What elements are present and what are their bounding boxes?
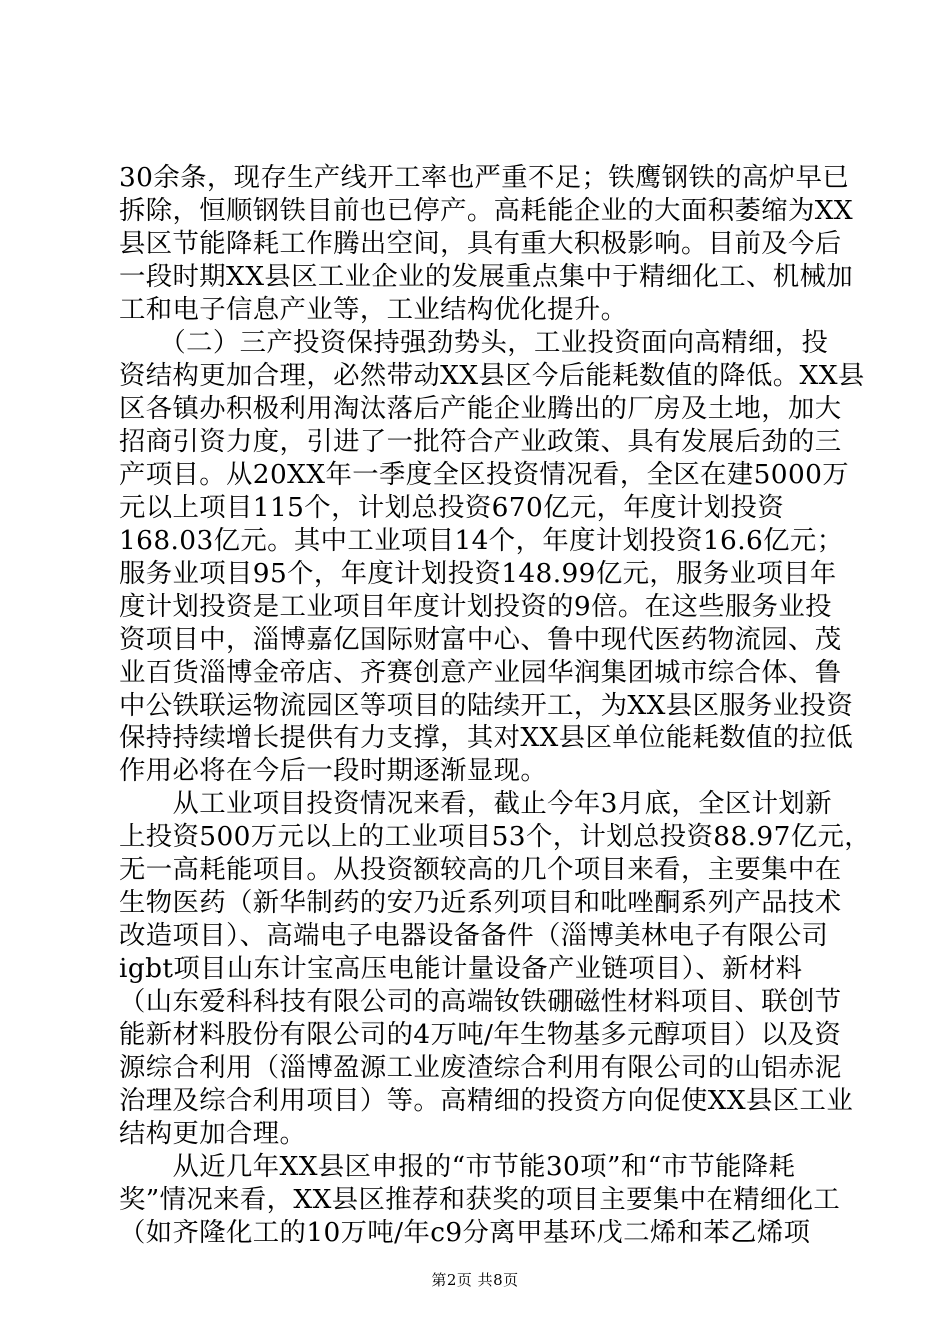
body-text-line: 上投资500万元以上的工业项目53个，计划总投资88.97亿元， <box>119 822 872 853</box>
body-text-line: igbt项目山东计宝高压电能计量设备产业链项目）、新材料 <box>119 954 803 985</box>
body-text-line: 治理及综合利用项目）等。高精细的投资方向促使XX县区工业 <box>119 1086 854 1117</box>
body-text-line: 能新材料股份有限公司的4万吨/年生物基多元醇项目）以及资 <box>119 1020 842 1051</box>
body-text-line: 区各镇办积极利用淘汰落后产能企业腾出的厂房及土地，加大 <box>119 393 842 424</box>
body-text-line: 168.03亿元。其中工业项目14个，年度计划投资16.6亿元； <box>119 525 844 556</box>
body-text-line: 从近几年XX县区申报的“市节能30项”和“市节能降耗 <box>119 1152 796 1183</box>
body-text-line: 30余条，现存生产线开工率也严重不足；铁鹰钢铁的高炉早已 <box>119 163 850 193</box>
body-text-line: （山东爱科科技有限公司的高端钕铁硼磁性材料项目、联创节 <box>119 987 842 1018</box>
body-text-line: 招商引资力度，引进了一批符合产业政策、具有发展后劲的三 <box>119 426 842 457</box>
body-text-line: 工和电子信息产业等，工业结构优化提升。 <box>119 294 628 325</box>
body-text-line: 县区节能降耗工作腾出空间，具有重大积极影响。目前及今后 <box>119 228 842 259</box>
body-text-line: 资结构更加合理，必然带动XX县区今后能耗数值的降低。XX县 <box>119 360 865 391</box>
body-text-line: 产项目。从20XX年一季度全区投资情况看，全区在建5000万 <box>119 459 850 490</box>
body-text-line: 元以上项目115个，计划总投资670亿元，年度计划投资 <box>119 492 784 523</box>
body-text-line: 一段时期XX县区工业企业的发展重点集中于精细化工、机械加 <box>119 261 854 292</box>
body-text-line: 从工业项目投资情况来看，截止今年3月底，全区计划新 <box>119 789 832 820</box>
body-text-line: 拆除，恒顺钢铁目前也已停产。高耗能企业的大面积萎缩为XX <box>119 195 854 226</box>
body-text-line: 源综合利用（淄博盈源工业废渣综合利用有限公司的山铝赤泥 <box>119 1053 842 1084</box>
body-text-line: 保持持续增长提供有力支撑，其对XX县区单位能耗数值的拉低 <box>119 723 854 754</box>
body-text-line: 奖”情况来看，XX县区推荐和获奖的项目主要集中在精细化工 <box>119 1185 841 1216</box>
body-text-line: 资项目中，淄博嘉亿国际财富中心、鲁中现代医药物流园、茂 <box>119 624 842 655</box>
body-text-line: 无一高耗能项目。从投资额较高的几个项目来看，主要集中在 <box>119 855 842 886</box>
body-text-line: （二）三产投资保持强劲势头，工业投资面向高精细，投 <box>119 327 829 358</box>
body-text-line: 结构更加合理。 <box>119 1119 307 1150</box>
body-text-line: （如齐隆化工的10万吨/年c9分离甲基环戊二烯和苯乙烯项 <box>119 1218 811 1249</box>
page-number-footer: 第2页 共8页 <box>431 1271 519 1289</box>
body-text-line: 服务业项目95个，年度计划投资148.99亿元，服务业项目年 <box>119 558 837 589</box>
body-text-line: 作用必将在今后一段时期逐渐显现。 <box>119 756 548 787</box>
body-text-line: 改造项目）、高端电子电器设备备件（淄博美林电子有限公司 <box>119 921 829 952</box>
body-text-line: 生物医药（新华制药的安乃近系列项目和吡唑酮系列产品技术 <box>119 888 842 919</box>
body-text-line: 中公铁联运物流园区等项目的陆续开工，为XX县区服务业投资 <box>119 690 854 721</box>
body-text-line: 业百货淄博金帝店、齐赛创意产业园华润集团城市综合体、鲁 <box>119 657 842 688</box>
body-text-line: 度计划投资是工业项目年度计划投资的9倍。在这些服务业投 <box>119 591 832 622</box>
